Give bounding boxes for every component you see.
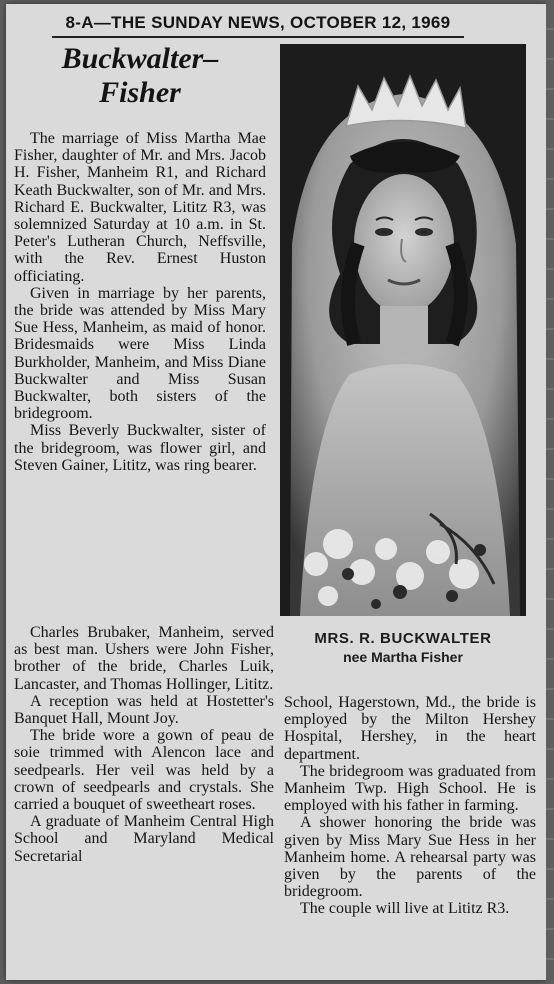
article-paragraph: The couple will live at Lititz R3. — [300, 900, 510, 918]
article-paragraph: A graduate of Manheim Central High School and Maryland Medical Secretarial — [14, 813, 274, 865]
bride-photo — [280, 44, 526, 616]
article-paragraph: The bride wore a gown of peau de soie trimmed with Alencon lace and seedpearls. Her veil was held by a crown of seedpearls and crystals. She carried a bouquet of sweetheart roses. — [14, 727, 274, 814]
article-paragraph: A reception was held at Hostetter's Banquet Hall, Mount Joy. — [14, 692, 274, 728]
article-paragraph: Miss Beverly Buckwalter, sister of the bridegroom, was flower girl, and Steven Gainer, Lititz, was ring bearer. — [14, 422, 266, 474]
bride-portrait-illustration — [280, 44, 526, 616]
newspaper-clipping — [6, 4, 546, 980]
article-column-left-top — [14, 130, 266, 474]
photo-caption — [280, 630, 526, 666]
article-paragraph: A shower honoring the bride was given by Miss Mary Sue Hess in her Manheim home. A rehearsal party was given by the parents of the bridegroom. — [284, 814, 536, 901]
headline-line-1: Buckwalter– — [61, 42, 219, 75]
caption-name: MRS. R. BUCKWALTER — [314, 630, 492, 647]
masthead: 8-A—THE SUNDAY NEWS, OCTOBER 12, 1969 — [52, 10, 464, 38]
article-paragraph: The bridegroom was graduated from Manheim Twp. High School. He is employed with his father in farming. — [284, 762, 536, 815]
article-paragraph: Given in marriage by her parents, the bride was attended by Miss Mary Sue Hess, Manheim, as maid of honor. Bridesmaids were Miss Linda Burkholder, Manheim, and Miss Diane Buckwalter and Miss Susan Buckwalter, both sisters of the bridegroom. — [14, 284, 266, 423]
headline — [22, 42, 258, 110]
article-column-left-bottom — [14, 624, 274, 865]
article-paragraph: Charles Brubaker, Manheim, served as best man. Ushers were John Fisher, brother of the bride, Charles Luik, Lancaster, and Thomas Hollinger, Lititz. — [14, 624, 274, 693]
ledger-page-edge — [546, 0, 554, 984]
caption-nee: nee Martha Fisher — [343, 649, 463, 665]
article-column-right — [284, 694, 536, 918]
article-paragraph: School, Hagerstown, Md., the bride is employed by the Milton Hershey Hospital, Hershey, in the heart department. — [284, 694, 536, 763]
article-paragraph: The marriage of Miss Martha Mae Fisher, daughter of Mr. and Mrs. Jacob H. Fisher, Manheim R1, and Richard Keath Buckwalter, son of Mr. and Mrs. Richard E. Buckwalter, Lititz R3, was solemnized Saturday at 10 a.m. in St. Peter's Lutheran Church, Neffsville, with the Rev. Ernest Huston officiating. — [14, 130, 266, 285]
headline-line-2: Fisher — [99, 76, 181, 109]
